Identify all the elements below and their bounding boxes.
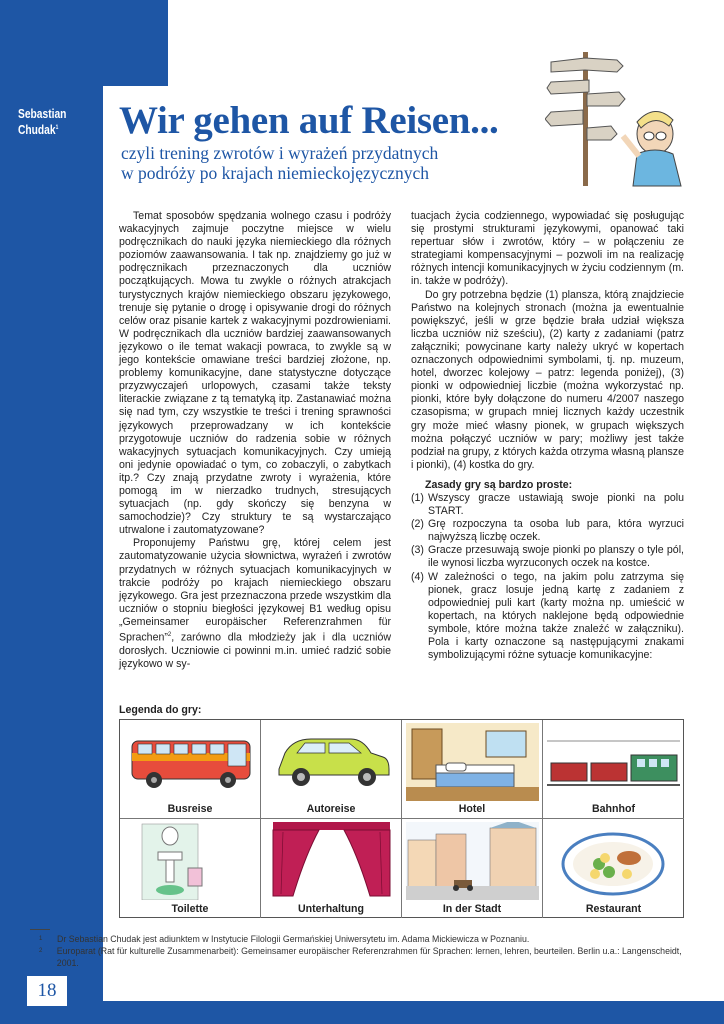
bottom-blue-band <box>103 1001 724 1024</box>
rule-item <box>411 518 684 544</box>
bus-icon <box>124 723 257 801</box>
footnote-marker: 1 <box>39 936 43 942</box>
footnotes <box>39 933 699 969</box>
rule-text: Grę rozpoczyna ta osoba lub para, która wyrzuci najwyższą liczbę oczek. <box>428 518 684 544</box>
theater-curtain-icon <box>265 822 398 900</box>
rule-text: W zależności o tego, na jakim polu zatrzyma się pionek, gracz losuje jedną kartę z zadaniem z odpowiedniej puli kart (karty można np. umieścić w kopertach, na których naklejone będą odpowiednie symbole, które można także znaleźć w załączniku). Pola i karty oznaczone są następującymi znakami symbolizującymi różne sytuacje komunikacyjne: <box>428 570 684 662</box>
rules-heading: Zasady gry są bardzo proste: <box>425 478 573 491</box>
footnote-item <box>39 933 699 945</box>
subtitle-line-2: w podróży po krajach niemieckojęzycznych <box>121 163 430 183</box>
train-icon <box>547 723 680 801</box>
legend-grid <box>119 719 684 918</box>
legend-label: Legenda do gry: <box>119 704 202 716</box>
car-icon <box>265 723 398 801</box>
proposal-text-part-1: Proponujemy Państwu grę, której celem jest zautomatyzowanie użycia słownictwa, wyrażeń i zwrotów przydatnych w różnych sytuacjach komunikacyjnych w trakcie podróży po krajach niemieckiego obszaru językowego. Gra jest przeznaczona przede wszystkim dla uczniów o stopniu biegłości językowej B1 według opisu „Gemeinsamer europäischer Referenzrahmen für Sprachen” <box>119 537 391 644</box>
top-blue-block <box>103 0 168 86</box>
legend-label-autoreise: Autoreise <box>306 803 356 815</box>
footnote-text: Europarat (Rat für kulturelle Zusammenarbeit): Gemeinsamer europäischer Referenzrahmen für Sprachen: lernen, lehren, beurteilen. Berlin u.a.: Langenscheidt, 2001. <box>56 946 682 968</box>
legend-cell-toilette <box>120 819 261 918</box>
left-blue-band <box>0 0 103 1024</box>
text-column-left <box>119 210 391 671</box>
rule-item <box>411 492 684 518</box>
legend-cell-in-der-stadt <box>402 819 543 918</box>
subtitle-line-1: czyli trening zwrotów i wyrażeń przydatnych <box>121 143 439 163</box>
article-subtitle <box>121 143 438 183</box>
legend-cell-unterhaltung <box>261 819 402 918</box>
proposal-footnote-marker: 2 <box>167 632 172 638</box>
legend-label-busreise: Busreise <box>167 803 213 815</box>
footnote-divider <box>30 929 50 930</box>
legend-label-restaurant: Restaurant <box>585 903 642 915</box>
legend-cell-autoreise <box>261 720 402 819</box>
legend-label-hotel: Hotel <box>458 803 486 815</box>
intro-paragraph: Temat sposobów spędzania wolnego czasu i podróży wakacyjnych zajmuje poczytne miejsce w wielu podręcznikach do nauki języka niemieckiego dla różnych poziomów zaawansowania. I tak np. znajdziemy go już w podręcznikach przeznaczonych dla uczniów początkujących. Mowa tu zwykle o różnych atrakcjach turystycznych krajów niemieckiego obszaru językowego, trenuje się pytanie o drogę i opisywanie drogi do różnych celów oraz pisanie kartek z wakacyjnymi pozdrowieniami. W podręcznikach dla uczniów bardziej zaawansowanych językowo o ile temat wakacji powraca, to zwykle są w jego kontekście omawiane treści bardziej złożone, np. problemy komunikacyjne, dane statystyczne dotyczące przyzwyczajeń urlopowych, czasami także teksty literackie związane z tą tematyką itp. Zastanawiać można się nad tym, czy wszystkie te treści i trening sprawności językowych przeprowadzany w ich kontekście przygotowuje uczniów do radzenia sobie w różnych wakacyjnych sytuacjach komunikacyjnych. Czy umieją oni jedynie opowiadać o tym, co zobaczyli, o zabytkach itp.? Czy znają przydatne zwroty i wyrażenia, które pomogą im w nierzadko trudnych, stresujących sytuacjach (np. gdy skończy się benzyna w samochodzie)? Czy struktury te są wystarczająco utrwalone i zautomatyzowane? <box>119 210 391 537</box>
rule-text: Wszyscy gracze ustawiają swoje pionki na polu START. <box>428 491 684 518</box>
continued-paragraph: tuacjach życia codziennego, wypowiadać się posługując się prostymi strukturami językowymi, opanować taki repertuar słów i zwrotów, który – w połączeniu ze strategiami kompensacyjnymi – pozwoli im na realizację różnych intencji komunikacyjnych w życiu codziennym (m. in. także w podróży). <box>411 210 684 288</box>
food-plate-icon <box>547 822 680 900</box>
proposal-text-part-2: , zarówno dla młodzieży jak i dla uczniów dorosłych. Uczniowie ci powinni m.in. umieć radzić sobie językowo w sy- <box>119 631 391 670</box>
legend-label-bahnhof: Bahnhof <box>592 803 635 815</box>
signpost-illustration <box>545 48 690 188</box>
footnote-marker: 2 <box>39 948 43 954</box>
article-title: Wir gehen auf Reisen... <box>119 99 499 142</box>
rule-number: (3) <box>411 544 424 557</box>
city-street-icon <box>406 822 539 900</box>
legend-label-unterhaltung: Unterhaltung <box>298 903 364 915</box>
hotel-room-icon <box>406 723 539 801</box>
rule-item <box>411 571 684 663</box>
footnote-text: Dr Sebastian Chudak jest adiunktem w Instytucie Filologii Germańskiej Uniwersytetu im. Adama Mickiewicza w Poznaniu. <box>57 934 530 944</box>
legend-label-toilette: Toilette <box>171 903 209 915</box>
legend-cell-restaurant <box>543 819 684 918</box>
legend-cell-bahnhof <box>543 720 684 819</box>
rule-number: (2) <box>411 518 424 531</box>
author-last-name: Chudak <box>18 123 56 138</box>
bathroom-icon <box>124 822 257 900</box>
author-footnote-marker: 1 <box>55 125 59 131</box>
game-proposal-paragraph <box>119 537 391 670</box>
text-column-right <box>411 210 684 662</box>
author-first-name: Sebastian <box>18 107 67 121</box>
author-name <box>18 107 75 137</box>
legend-label-in-der-stadt: In der Stadt <box>442 903 502 915</box>
legend-cell-hotel <box>402 720 543 819</box>
materials-paragraph: Do gry potrzebna będzie (1) plansza, którą znajdziecie Państwo na kolejnych stronach (można ja ewentualnie powiększyć, jeśli w grze będzie brała udział większa liczba uczniów niż sześciu), (2) karty z zadaniami (patrz załączniki; powycinane karty należy ukryć w kopertach oznaczonych odpowiednimi symbolami, tj. np. muzeum, hotel, dworzec kolejowy – patrz: legenda poniżej), (3) pionki w odpowiedniej liczbie (można wykorzystać np. pionki, które były dołączone do numeru 4/2007 naszego czasopisma; w grupach mniej licznych każdy uczestnik gry może mieć własny pionek, w grupach większych można połączyć uczniów w pary; możliwy jest także podział na grupy, z których każda otrzyma własną plansze i pionki), (4) kostka do gry. <box>411 288 684 471</box>
footnote-item <box>39 945 699 969</box>
page-number: 18 <box>26 975 68 1007</box>
legend-cell-busreise <box>120 720 261 819</box>
rule-number: (4) <box>411 570 424 583</box>
rule-text: Gracze przesuwają swoje pionki po planszy o tyle pól, ile wynosi liczba wyrzuconych oczek na kostce. <box>428 544 684 570</box>
rule-number: (1) <box>411 491 424 504</box>
rule-item <box>411 544 684 570</box>
